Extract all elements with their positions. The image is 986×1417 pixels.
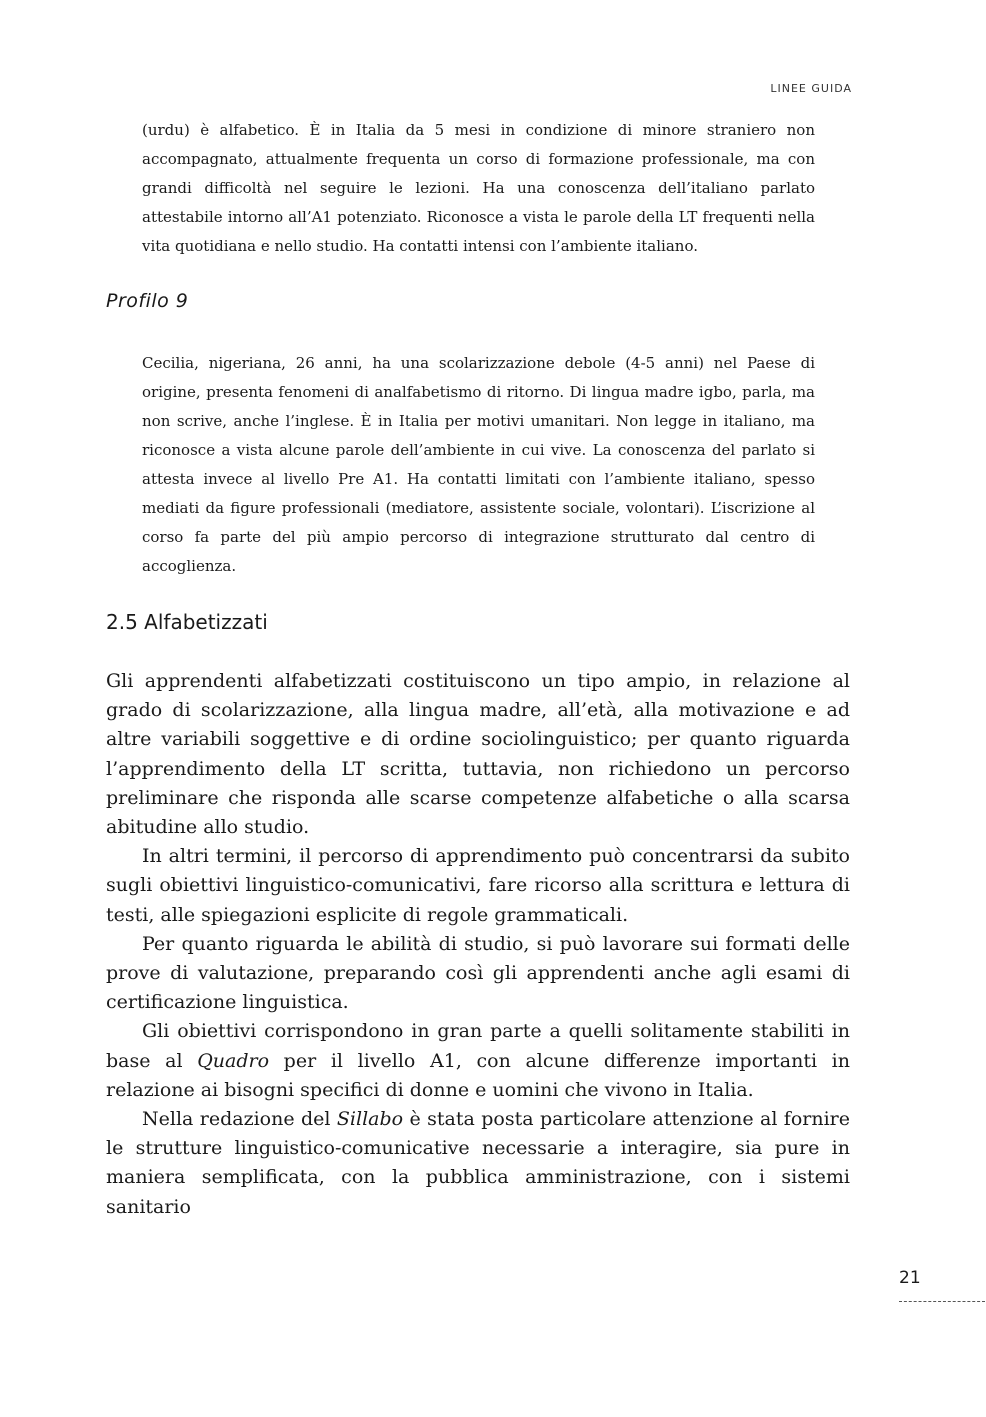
body-paragraph-5 <box>106 1105 850 1222</box>
profile-9-text: Cecilia, nigeriana, 26 anni, ha una scolarizzazione debole (4-5 anni) nel Paese di origine, presenta fenomeni di analfabetismo di ritorno. Di lingua madre igbo, parla, ma non scrive, anche l’inglese. È in Italia per motivi umanitari. Non legge in italiano, ma riconosce a vista alcune parole dell’ambiente in cui vive. La conoscenza del parlato si attesta invece al livello Pre A1. Ha contatti limitati con l’ambiente italiano, spesso mediati da figure professionali (mediatore, assistente sociale, volontari). L’iscrizione al corso fa parte del più ampio percorso di integrazione strutturato dal centro di accoglienza. <box>142 354 815 575</box>
profile-9-heading: Profilo 9 <box>106 290 189 312</box>
running-head: LINEE GUIDA <box>770 82 852 95</box>
section-heading: 2.5 Alfabetizzati <box>106 610 268 634</box>
paragraph-4-text-start: Gli obiettivi corrispondono in gran parte a quelli solitamente stabiliti in base al <box>106 1020 850 1072</box>
profile-8-text: (urdu) è alfabetico. È in Italia da 5 mesi in condizione di minore straniero non accompagnato, attualmente frequenta un corso di formazione professionale, ma con grandi difficoltà nel seguire le lezioni. Ha una conoscenza dell’italiano parlato attestabile intorno all’A1 potenziato. Riconosce a vista le parole della LT frequenti nella vita quotidiana e nello studio. Ha contatti intensi con l’ambiente italiano. <box>142 121 815 255</box>
page-number-dashed-rule <box>899 1301 985 1302</box>
section-body <box>106 667 850 1222</box>
quadro-title: Quadro <box>197 1049 270 1072</box>
body-paragraph-1: Gli apprendenti alfabetizzati costituiscono un tipo ampio, in relazione al grado di scolarizzazione, alla lingua madre, all’età, alla motivazione e ad altre variabili soggettive e di ordine sociolinguistico; per quanto riguarda l’apprendimento della LT scritta, tuttavia, non richiedono un percorso preliminare che risponda alle scarse competenze alfabetiche o alla scarsa abitudine allo studio. <box>106 670 850 839</box>
profile-9-block <box>142 349 815 581</box>
paragraph-5-text-end: è stata posta particolare attenzione al fornire le strutture linguistico-comunicative necessarie a interagire, sia pure in maniera semplificata, con la pubblica amministrazione, con i sistemi sanitario <box>106 1108 850 1218</box>
profile-8-continuation <box>142 116 815 261</box>
paragraph-4-text-end: per il livello A1, con alcune differenze importanti in relazione ai bisogni specifici di donne e uomini che vivono in Italia. <box>106 1049 850 1101</box>
body-paragraph-4 <box>106 1017 850 1105</box>
page-number: 21 <box>899 1268 921 1288</box>
sillabo-title: Sillabo <box>336 1108 404 1131</box>
body-paragraph-2: In altri termini, il percorso di apprendimento può concentrarsi da subito sugli obiettivi linguistico-comunicativi, fare ricorso alla scrittura e lettura di testi, alle spiegazioni esplicite di regole grammaticali. <box>106 845 850 926</box>
body-paragraph-3: Per quanto riguarda le abilità di studio, si può lavorare sui formati delle prove di valutazione, preparando così gli apprendenti anche agli esami di certificazione linguistica. <box>106 932 850 1014</box>
paragraph-5-text-start: Nella redazione del <box>142 1108 337 1131</box>
